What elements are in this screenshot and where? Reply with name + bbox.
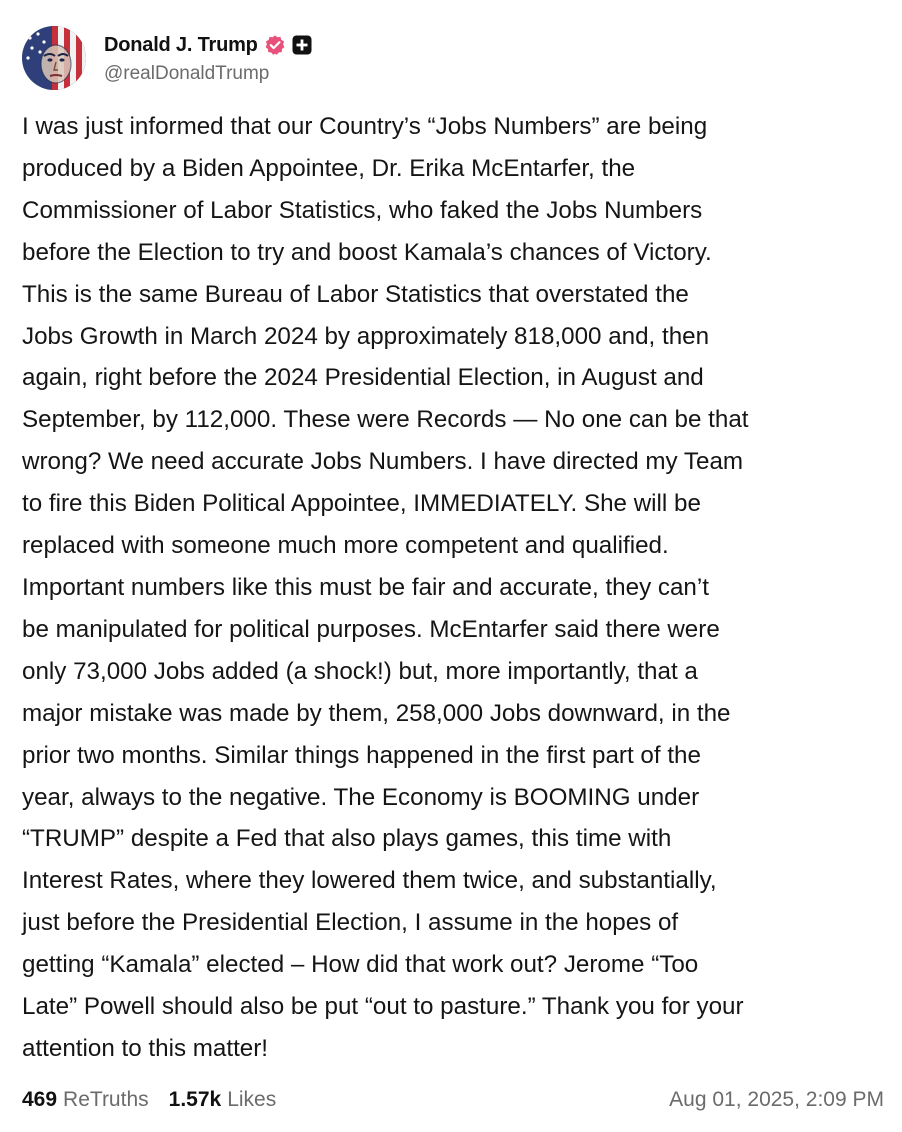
author-identity	[104, 31, 312, 85]
likes-label: Likes	[227, 1088, 277, 1111]
post-header	[22, 26, 312, 90]
post-body-text: I was just informed that our Country’s “Jobs Numbers” are being produced by a Biden Appointee, Dr. Erika McEntarfer, the Commissioner of Labor Statistics, who faked the Jobs Numbers before the Election to try and boost Kamala’s chances of Victory. This is the same Bureau of Labor Statistics that overstated the Jobs Growth in March 2024 by approximately 818,000 and, then again, right before the 2024 Presidential Election, in August and September, by 112,000. These were Records — No one can be that wrong? We need accurate Jobs Numbers. I have directed my Team to fire this Biden Political Appointee, IMMEDIATELY. She will be replaced with someone much more competent and qualified. Important numbers like this must be fair and accurate, they can’t be manipulated for political purposes. McEntarfer said there were only 73,000 Jobs added (a shock!) but, more importantly, that a major mistake was made by them, 258,000 Jobs downward, in the prior two months. Similar things happened in the first part of the year, always to the negative. The Economy is BOOMING under “TRUMP” despite a Fed that also plays games, this time with Interest Rates, where they lowered them twice, and substantially, just before the Presidential Election, I assume in the hopes of getting “Kamala” elected – How did that work out? Jerome “Too Late” Powell should also be put “out to pasture.” Thank you for your attention to this matter!	[22, 113, 749, 1062]
plus-badge-icon	[292, 35, 312, 55]
flag-portrait-avatar-icon	[22, 26, 86, 90]
author-handle[interactable]: @realDonaldTrump	[104, 63, 270, 84]
name-row	[104, 31, 312, 59]
retruths-label: ReTruths	[63, 1088, 149, 1111]
author-display-name[interactable]: Donald J. Trump	[104, 33, 258, 56]
post-footer	[22, 1083, 884, 1117]
retruths-count: 469	[22, 1088, 58, 1111]
post-timestamp[interactable]: Aug 01, 2025, 2:09 PM	[669, 1088, 884, 1111]
likes-count: 1.57k	[168, 1088, 222, 1111]
retruths-stat[interactable]	[22, 1088, 149, 1112]
likes-stat[interactable]	[169, 1088, 277, 1112]
verified-badge-icon	[264, 34, 286, 56]
avatar[interactable]	[22, 26, 86, 90]
